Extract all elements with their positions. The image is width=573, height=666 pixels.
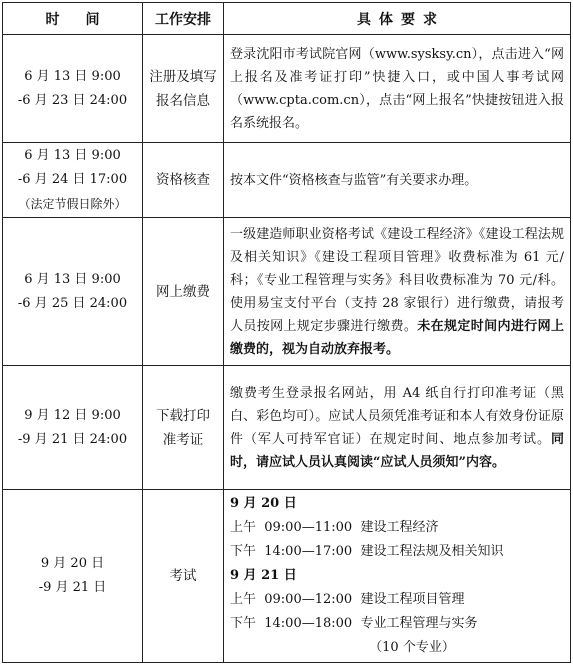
exam-note: （10 个专业） (369, 640, 455, 655)
time-cell: 9 月 12 日 9:00 -9 月 21 日 24:00 (3, 366, 143, 490)
exam-session: 上午 09:00—12:00 建设工程项目管理 (230, 592, 465, 607)
task-cell: 资格核查 (143, 143, 224, 218)
table-header-row (3, 3, 571, 35)
exam-session: 下午 14:00—18:00 专业工程管理与实务 (230, 616, 478, 631)
task-cell: 注册及填写 报名信息 (143, 35, 224, 143)
requirement-bold-text: 同时，请应试人员认真阅读“应试人员须知”内容。 (230, 431, 564, 470)
task-cell: 网上缴费 (143, 218, 224, 366)
registration-schedule-table (2, 2, 571, 663)
requirement-cell (224, 143, 571, 218)
time-cell: 6 月 13 日 9:00 -6 月 23 日 24:00 (3, 35, 143, 143)
requirement-text: 登录沈阳市考试院官网（www.sysksy.cn），点击进入“网上报名及准考证打印”快捷入口，或中国人事考试网（www.cpta.com.cn），点击“网上报名”快捷按钮进入报名系统报名。 (230, 46, 564, 131)
requirement-text: 缴费考生登录报名网站，用 A4 纸自行打印准考证（黑白、彩色均可）。应试人员须凭准考证和本人有效身份证原件（军人可持军官证）在规定时间、地点参加考试。 (230, 385, 564, 447)
exam-session: 上午 09:00—11:00 建设工程经济 (230, 520, 439, 535)
requirement-text: 按本文件“资格核查与监管”有关要求办理。 (230, 172, 478, 188)
header-time: 时间 (3, 3, 143, 35)
table-row (3, 366, 571, 490)
requirement-cell (224, 366, 571, 490)
table-row (3, 35, 571, 143)
table-row (3, 143, 571, 218)
requirement-text: 一级建造师职业资格考试《建设工程经济》《建设工程法规及相关知识》《建设工程项目管理》收费标准为 61 元/科；《专业工程管理与实务》科目收费标准为 70 元/科。使用易宝支付平台（支持 28 家银行）进行缴费，请报考人员按网上规定步骤进行缴费。 (230, 226, 564, 334)
header-requirements: 具体要求 (224, 3, 571, 35)
header-task: 工作安排 (143, 3, 224, 35)
task-cell: 考试 (143, 490, 224, 663)
requirement-cell (224, 218, 571, 366)
exam-session: 下午 14:00—17:00 建设工程法规及相关知识 (230, 544, 504, 559)
task-cell: 下载打印 准考证 (143, 366, 224, 490)
time-cell: 6 月 13 日 9:00 -6 月 25 日 24:00 (3, 218, 143, 366)
time-cell: 6 月 13 日 9:00 -6 月 24 日 17:00 （法定节假日除外） (3, 143, 143, 218)
table-row (3, 490, 571, 663)
requirement-bold-text: 未在规定时间内进行网上缴费的，视为自动放弃报考。 (230, 318, 564, 357)
exam-schedule-cell (224, 490, 571, 663)
requirement-cell (224, 35, 571, 143)
exam-day-2: 9 月 21 日 (230, 568, 297, 583)
exam-day-1: 9 月 20 日 (230, 496, 297, 511)
table-row (3, 218, 571, 366)
time-cell: 9 月 20 日 -9 月 21 日 (3, 490, 143, 663)
